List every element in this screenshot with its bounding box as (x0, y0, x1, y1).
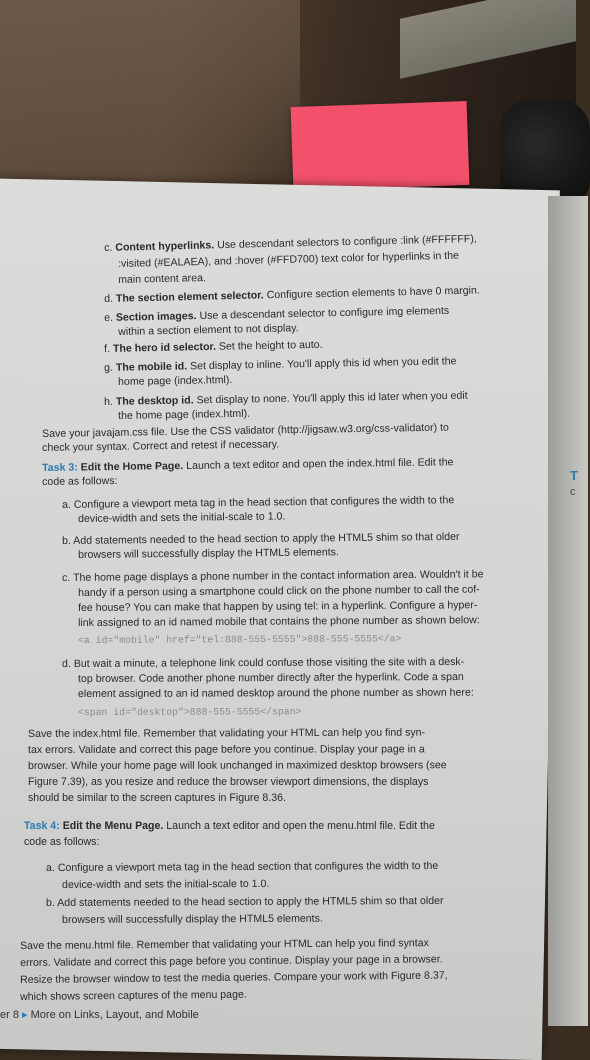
item-c-line-1: c. Content hyperlinks. Use descendant selectors to configure :link (#FFFFFF), (104, 232, 477, 254)
task3-b-line-1: b. Add statements needed to the head section to apply the HTML5 shim so that older (62, 530, 460, 547)
task4-line-2: code as follows: (24, 836, 100, 848)
task3-c-line-4: link assigned to an id named mobile that contains the phone number as shown below: (78, 614, 480, 629)
item-e-line-2: within a section element to not display. (118, 322, 299, 338)
task3-a-line-2: device-width and sets the initial-scale to 1.0. (78, 510, 286, 525)
task3-d-code: <span id="desktop">888-555-5555</span> (78, 706, 302, 718)
save-menu-line-4: which shows screen captures of the menu page. (20, 988, 247, 1003)
item-e-line-1: e. Section images. Use a descendant selector to configure img elements (104, 304, 450, 324)
play-icon: ▸ (22, 1009, 28, 1021)
save-index-line-3: browser. While your home page will look unchanged in maximized desktop browsers (see (28, 759, 447, 772)
item-g-line-2: home page (index.html). (118, 374, 233, 388)
task3-d-line-2: top browser. Code another phone number directly after the hyperlink. Code a span (78, 670, 464, 685)
item-d: d. The section element selector. Configure section elements to have 0 margin. (104, 284, 480, 305)
task3-c-code: <a id="mobile" href="tel:888-555-5555">888-555-5555</a> (78, 633, 402, 646)
task3-d-line-3: element assigned to an id named desktop around the phone number as shown here: (78, 686, 474, 700)
task4-b-line-1: b. Add statements needed to the head section to apply the HTML5 shim so that older (46, 894, 444, 909)
save-css-line-1: Save your javajam.css file. Use the CSS validator (http://jigsaw.w3.org/css-validator) to (42, 421, 449, 440)
task3-heading: Task 3: Edit the Home Page. Launch a text editor and open the index.html file. Edit the (42, 456, 454, 474)
task3-d-line-1: d. But wait a minute, a telephone link could confuse those visiting the site with a desk- (62, 655, 465, 670)
save-index-line-5: should be similar to the screen captures in Figure 8.36. (28, 792, 286, 804)
right-page-fragment-2: c (570, 486, 576, 498)
task3-c-line-1: c. The home page displays a phone number in the contact information area. Wouldn't it be (62, 568, 484, 584)
save-menu-line-2: errors. Validate and correct this page before you continue. Display your page in a browser. (20, 953, 443, 969)
save-index-line-1: Save the index.html file. Remember that validating your HTML can help you find syn- (28, 726, 426, 740)
task3-line-2: code as follows: (42, 474, 118, 488)
task4-a-line-1: a. Configure a viewport meta tag in the head section that configures the width to the (46, 859, 439, 874)
right-page-fragment-1: T (570, 468, 578, 483)
page-footer: er 8 ▸ More on Links, Layout, and Mobile (0, 1009, 199, 1021)
task3-c-line-3: fee house? You can make that happen by using tel: in a hyperlink. Configure a hyper- (78, 599, 478, 614)
item-c-line-2: :visited (#EALAEA), and :hover (#FFD700) text color for hyperlinks in the (118, 249, 460, 270)
task4-heading: Task 4: Edit the Menu Page. Launch a text editor and open the menu.html file. Edit the (24, 820, 435, 832)
item-h-line-2: the home page (index.html). (118, 407, 251, 422)
save-css-line-2: check your syntax. Correct and retest if necessary. (42, 438, 280, 454)
item-h-line-1: h. The desktop id. Set display to none. You'll apply this id later when you edit (104, 389, 468, 408)
save-menu-line-3: Resize the browser window to test the media queries. Compare your work with Figure 8.37, (20, 969, 448, 986)
task4-b-line-2: browsers will successfully display the HTML5 elements. (62, 912, 323, 926)
save-index-line-2: tax errors. Validate and correct this page before you continue. Display your page in a (28, 743, 425, 756)
task3-c-line-2: handy if a person using a smartphone could click on the phone number to call the cof- (78, 583, 480, 599)
save-menu-line-1: Save the menu.html file. Remember that validating your HTML can help you find syntax (20, 937, 429, 952)
task3-a-line-1: a. Configure a viewport meta tag in the head section that configures the width to the (62, 494, 455, 511)
item-f: f. The hero id selector. Set the height to auto. (104, 338, 323, 355)
item-c-line-3: main content area. (118, 272, 206, 286)
item-g-line-1: g. The mobile id. Set display to inline. You'll apply this id when you edit the (104, 355, 457, 374)
task3-b-line-2: browsers will successfully display the HTML5 elements. (78, 546, 339, 561)
task4-a-line-2: device-width and sets the initial-scale to 1.0. (62, 877, 270, 891)
save-index-line-4: Figure 7.39), as you resize and reduce the browser viewport dimensions, the displays (28, 776, 429, 788)
